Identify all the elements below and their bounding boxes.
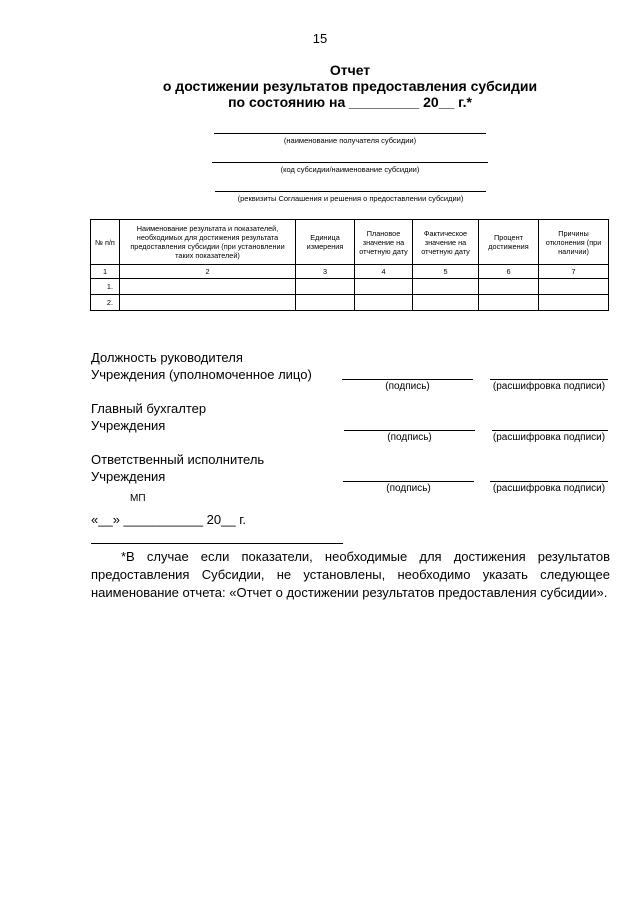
table-cell[interactable] bbox=[120, 295, 296, 311]
executor-signature-line[interactable] bbox=[343, 481, 474, 482]
table-row bbox=[91, 295, 609, 311]
table-cell[interactable] bbox=[355, 279, 413, 295]
table-cell[interactable] bbox=[296, 295, 355, 311]
column-number-row bbox=[91, 265, 609, 279]
executor-signature-caption: (подпись) bbox=[386, 483, 431, 494]
table-row bbox=[91, 279, 609, 295]
report-title bbox=[0, 62, 640, 110]
executor-name-line[interactable] bbox=[490, 481, 608, 482]
header-number: № п/п bbox=[91, 220, 120, 265]
column-number: 1 bbox=[91, 265, 120, 279]
agreement-details-line bbox=[215, 191, 486, 192]
column-number: 2 bbox=[120, 265, 296, 279]
header-result-name: Наименование результата и показателей, необходимых для достижения результата предоставления субсидии (при установлении таких показателей) bbox=[120, 220, 296, 265]
head-name-caption: (расшифровка подписи) bbox=[492, 381, 606, 392]
table-cell[interactable] bbox=[479, 279, 539, 295]
column-number: 7 bbox=[539, 265, 609, 279]
signatory-accountant-line-2: Учреждения bbox=[91, 418, 166, 433]
header-actual: Фактическое значение на отчетную дату bbox=[413, 220, 479, 265]
executor-name-caption: (расшифровка подписи) bbox=[492, 483, 606, 494]
table-cell[interactable] bbox=[413, 279, 479, 295]
header-unit: Единица измерения bbox=[296, 220, 355, 265]
title-line-2: о достижении результатов предоставления субсидии bbox=[162, 78, 538, 94]
agreement-details-caption: (реквизиты Соглашения и решения о предоставлении субсидии) bbox=[237, 194, 464, 203]
header-reasons: Причины отклонения (при наличии) bbox=[539, 220, 609, 265]
stamp-label: МП bbox=[130, 493, 146, 504]
signatory-accountant-label bbox=[91, 400, 206, 434]
header-planned: Плановое значение на отчетную дату bbox=[355, 220, 413, 265]
footnote-divider bbox=[91, 543, 343, 544]
recipient-name-caption: (наименование получателя субсидии) bbox=[283, 136, 417, 145]
signatory-head-line-2: Учреждения (уполномоченное лицо) bbox=[91, 367, 312, 382]
header-percent: Процент достижения bbox=[479, 220, 539, 265]
recipient-name-line bbox=[214, 133, 486, 134]
signatory-head-line-1: Должность руководителя bbox=[91, 350, 243, 365]
page-number: 15 bbox=[312, 31, 328, 46]
table-cell[interactable] bbox=[296, 279, 355, 295]
table-cell: 2. bbox=[91, 295, 120, 311]
column-number: 6 bbox=[479, 265, 539, 279]
head-name-line[interactable] bbox=[490, 379, 608, 380]
column-number: 3 bbox=[296, 265, 355, 279]
signatory-accountant-line-1: Главный бухгалтер bbox=[91, 401, 207, 416]
table-cell: 1. bbox=[91, 279, 120, 295]
table-header-row bbox=[91, 220, 609, 265]
table-cell[interactable] bbox=[413, 295, 479, 311]
table-cell[interactable] bbox=[479, 295, 539, 311]
accountant-signature-caption: (подпись) bbox=[387, 432, 432, 443]
signatory-executor-line-2: Учреждения bbox=[91, 469, 166, 484]
title-line-1: Отчет bbox=[329, 62, 371, 78]
table-cell[interactable] bbox=[539, 279, 609, 295]
table-cell[interactable] bbox=[539, 295, 609, 311]
column-number: 4 bbox=[355, 265, 413, 279]
head-signature-caption: (подпись) bbox=[385, 381, 430, 392]
accountant-name-line[interactable] bbox=[492, 430, 608, 431]
table-cell[interactable] bbox=[120, 279, 296, 295]
signing-date: «__» ___________ 20__ г. bbox=[91, 512, 246, 527]
signatory-executor-line-1: Ответственный исполнитель bbox=[91, 452, 265, 467]
signatory-head-label bbox=[91, 349, 312, 383]
column-number: 5 bbox=[413, 265, 479, 279]
table-cell[interactable] bbox=[355, 295, 413, 311]
footnote-text: *В случае если показатели, необходимые для достижения результатов предоставления Субсидии, не установлены, необходимо указать следующее наименование отчета: «Отчет о достижении результатов предоставления субсидии». bbox=[91, 549, 610, 600]
accountant-name-caption: (расшифровка подписи) bbox=[492, 432, 606, 443]
subsidy-code-caption: (код субсидии/наименование субсидии) bbox=[280, 165, 420, 174]
head-signature-line[interactable] bbox=[342, 379, 473, 380]
signatory-executor-label bbox=[91, 451, 264, 485]
accountant-signature-line[interactable] bbox=[344, 430, 475, 431]
results-table bbox=[90, 219, 609, 311]
subsidy-code-line bbox=[212, 162, 488, 163]
title-line-3: по состоянию на _________ 20__ г.* bbox=[228, 94, 472, 110]
